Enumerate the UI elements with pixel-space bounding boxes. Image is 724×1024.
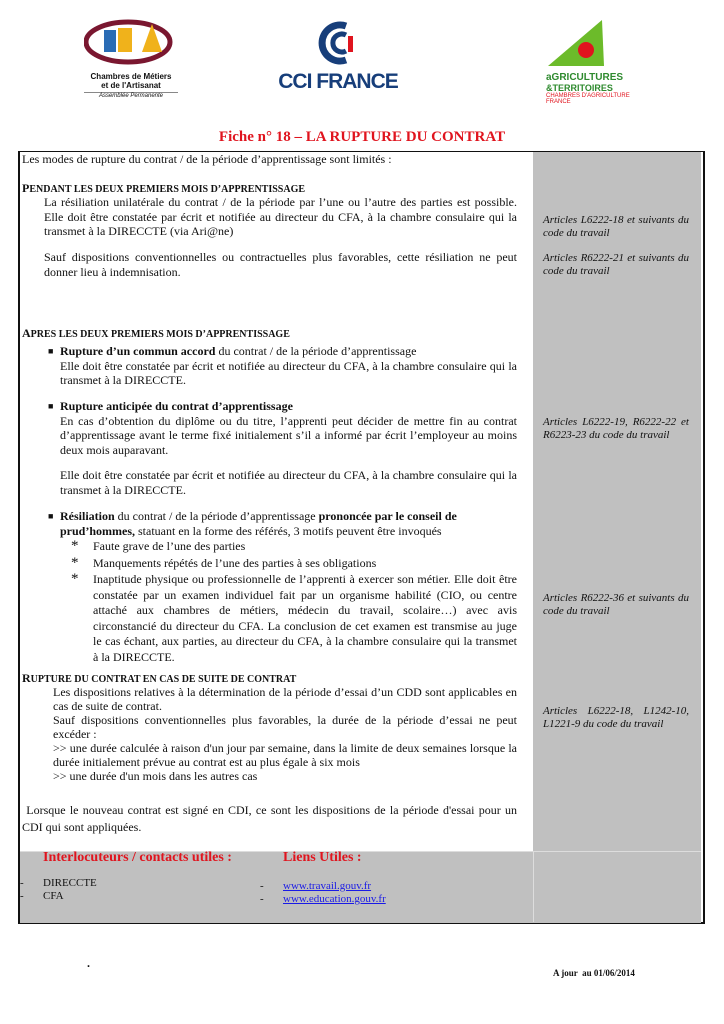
link-bullet: - [260, 880, 264, 892]
column-divider [533, 851, 534, 922]
link-education[interactable]: www.education.gouv.fr [283, 893, 386, 905]
continuation-text: Les dispositions relatives à la détermination de la période d’essai d’un CDD sont applicables en cas de suite de contrat. Sauf dispositions conventionnelles plus favorables, la durée de la période d’essai ne peut excéder : >> une durée calculée à raison d'un jour par semaine, dans la limite de deux semaines lorsque la durée initialement prévue au contrat est au plus égale à six mois >> une durée d'un mois dans les autres cas [53, 685, 517, 783]
contact-item-label: CFA [43, 890, 64, 902]
bullet-item-resiliation: ■ Résiliation du contrat / de la période d’apprentissage prononcée par le conseil de prud’hommes, statuant en la forme des référés, 3 motifs peuvent être invoqués [48, 509, 457, 538]
paragraph: La résiliation unilatérale du contrat / de la période par l’une ou l’autre des parties est possible. Elle doit être constatée par écrit et notifiée au directeur du CFA, à la chambre consulaire qui la transmet à la DIRECCTE (via Ari@ne) [44, 195, 517, 238]
asterisk-icon: * [71, 571, 79, 587]
links-heading: Liens Utiles : [283, 850, 362, 865]
article-reference: Articles L6222-18 et suivants du code du travail [543, 214, 689, 239]
motif-list: * Faute grave de l’une des parties * Manquements répétés de l’une des parties à ses obligations * Inaptitude physique ou professionnelle de l’apprenti à exercer son métier. Elle doit être constatée par un examen individuel fait par un organisme habilité (CIO, ou centre attaché aux chambres de métiers, médecin du travail, scolaire…) avec avis circonstancié du directeur du CFA. La conclusion de cet examen est transmise au juge le cas échant, aux parties, au directeur du CFA, à la chambre consulaire qui la transmet à la DIRECCTE. [71, 538, 517, 664]
asterisk-icon: * [71, 538, 79, 554]
asterisk-icon: * [71, 554, 79, 571]
section-heading-after-months: APRES LES DEUX PREMIERS MOIS D’APPRENTISSAGE [22, 326, 290, 340]
cdi-paragraph: Lorsque le nouveau contrat est signé en CDI, ce sont les dispositions de la période d'essai pour un CDI qui sont appliquées. [22, 803, 521, 834]
bullet-icon: ■ [48, 511, 54, 521]
article-reference: Articles R6222-21 et suivants du code du travail [543, 252, 689, 277]
bullet-icon: ■ [48, 401, 54, 411]
agricultures-territoires-logo: aGRICULTURES &TERRITOIRES CHAMBRES D'AGRICULTURE FRANCE [546, 18, 636, 114]
intro-text: Les modes de rupture du contrat / de la période d’apprentissage sont limités : [22, 152, 392, 166]
section-heading-first-months: PENDANT LES DEUX PREMIERS MOIS D’APPRENTISSAGE [22, 181, 306, 195]
article-reference: Articles R6222-36 et suivants du code du travail [543, 592, 689, 617]
article-reference: Articles L6222-19, R6222-22 et R6223-23 du code du travail [543, 416, 689, 441]
page-title: Fiche n° 18 – LA RUPTURE DU CONTRAT [218, 129, 506, 145]
link-travail[interactable]: www.travail.gouv.fr [283, 880, 372, 892]
cci-france-logo: CCI FRANCE [272, 20, 404, 96]
contact-item: - [20, 890, 24, 902]
bullet-icon: ■ [48, 346, 54, 356]
link-bullet: - [260, 893, 264, 905]
contacts-heading: Interlocuteurs / contacts utiles : [43, 850, 232, 865]
article-reference: Articles L6222-18, L1242-10, L1221-9 du code du travail [543, 705, 689, 730]
stray-dot: . [87, 956, 90, 970]
bullet-item-mutual-agreement: ■ Rupture d’un commun accord du contrat / de la période d’apprentissage Elle doit être constatée par écrit et notifiée au directeur du CFA, à la chambre consulaire qui la transmet à la DIRECCTE. [48, 344, 517, 387]
contact-item: - [20, 877, 24, 889]
cma-logo: Chambres de Métiers et de l'Artisanat Assemblée Permanente [84, 18, 178, 110]
bullet-item-early-termination: ■ Rupture anticipée du contrat d’apprentissage En cas d’obtention du diplôme ou du titre, l’apprenti peut décider de mettre fin au contrat d’apprentissage avant le terme fixé initialement s’il a informé par écrit l’employeur au moins deux mois auparavant. Elle doit être constatée par écrit et notifiée au directeur du CFA, à la chambre consulaire qui la transmet à la DIRECCTE. [48, 399, 517, 497]
update-date: A jour au 01/06/2014 [553, 968, 635, 978]
paragraph: Sauf dispositions conventionnelles ou contractuelles plus favorables, cette résiliation ne peut donner lieu à indemnisation. [44, 250, 517, 279]
contact-item-label: DIRECCTE [43, 877, 97, 889]
section-heading-contract-continuation: RUPTURE DU CONTRAT EN CAS DE SUITE DE CONTRAT [22, 671, 297, 685]
